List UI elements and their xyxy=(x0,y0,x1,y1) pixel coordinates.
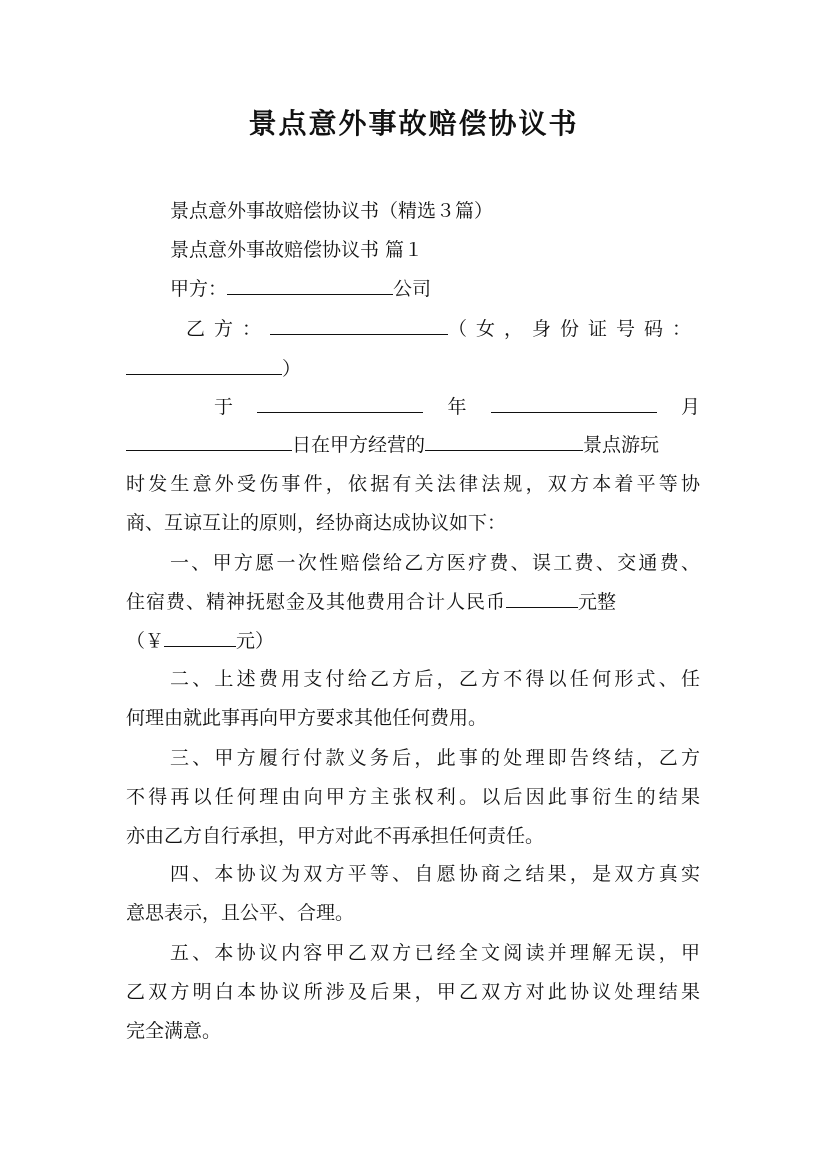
party-a-suffix: 公司 xyxy=(393,278,432,300)
party-a-label: 甲方： xyxy=(170,278,228,300)
clause-1-amount-text: 住宿费、精神抚慰金及其他费用合计人民币 xyxy=(126,591,507,613)
party-a-line xyxy=(170,274,744,304)
year-blank xyxy=(257,392,423,413)
document-title: 景点意外事故赔偿协议书 xyxy=(248,107,579,140)
amount-words-blank xyxy=(506,587,578,608)
body-line: 商、互谅互让的原则，经协商达成协议如下： xyxy=(126,512,507,534)
section-heading: 景点意外事故赔偿协议书 篇１ xyxy=(170,239,424,261)
clause-2-line: 何理由就此事再向甲方要求其他任何费用。 xyxy=(126,707,488,729)
month-label: 月 xyxy=(680,396,700,418)
idcard-line xyxy=(126,354,700,384)
date-prefix: 于 xyxy=(214,396,234,418)
date-line xyxy=(214,392,700,422)
location-blank xyxy=(425,430,583,451)
idcard-close: ） xyxy=(282,358,302,380)
clause-3-line: 三、甲方履行付款义务后，此事的处理即告终结，乙方 xyxy=(170,747,700,769)
clause-4-line: 四、本协议为双方平等、自愿协商之结果，是双方真实 xyxy=(170,863,700,885)
party-b-blank xyxy=(270,314,448,335)
clause-1-line: 一、甲方愿一次性赔偿给乙方医疗费、误工费、交通费、 xyxy=(170,552,700,574)
clause-4-line: 意思表示，且公平、合理。 xyxy=(126,902,355,924)
amount-figure-blank xyxy=(164,626,236,647)
party-a-blank xyxy=(227,274,393,295)
month-blank xyxy=(491,392,657,413)
day-location-line xyxy=(126,430,700,460)
party-b-label: 乙方： xyxy=(186,318,271,340)
clause-5-line: 乙双方明白本协议所涉及后果，甲乙双方对此协议处理结果 xyxy=(126,981,700,1003)
idcard-blank xyxy=(126,354,282,375)
amount-figure-line xyxy=(126,626,700,656)
party-b-idcard-label: （女，身份证号码： xyxy=(447,318,700,340)
party-b-line xyxy=(186,314,700,344)
body-line: 时发生意外受伤事件，依据有关法律法规，双方本着平等协 xyxy=(126,473,700,495)
amount-figure-suffix: 元） xyxy=(236,630,275,652)
clause-3-line: 亦由乙方自行承担，甲方对此不再承担任何责任。 xyxy=(126,825,545,847)
clause-5-line: 五、本协议内容甲乙双方已经全文阅读并理解无误，甲 xyxy=(170,942,700,964)
subtitle-line: 景点意外事故赔偿协议书（精选３篇） xyxy=(170,200,494,222)
clause-3-line: 不得再以任何理由向甲方主张权利。以后因此事衍生的结果 xyxy=(126,786,700,808)
day-text: 日在甲方经营的 xyxy=(292,434,426,456)
amount-figure-prefix: （￥ xyxy=(126,630,165,652)
location-text: 景点游玩 xyxy=(583,434,660,456)
clause-2-line: 二、上述费用支付给乙方后，乙方不得以任何形式、任 xyxy=(170,668,700,690)
day-blank xyxy=(126,430,292,451)
clause-5-line: 完全满意。 xyxy=(126,1020,222,1042)
year-label: 年 xyxy=(447,396,467,418)
clause-1-amount-line xyxy=(126,587,700,617)
amount-suffix: 元整 xyxy=(578,591,617,613)
